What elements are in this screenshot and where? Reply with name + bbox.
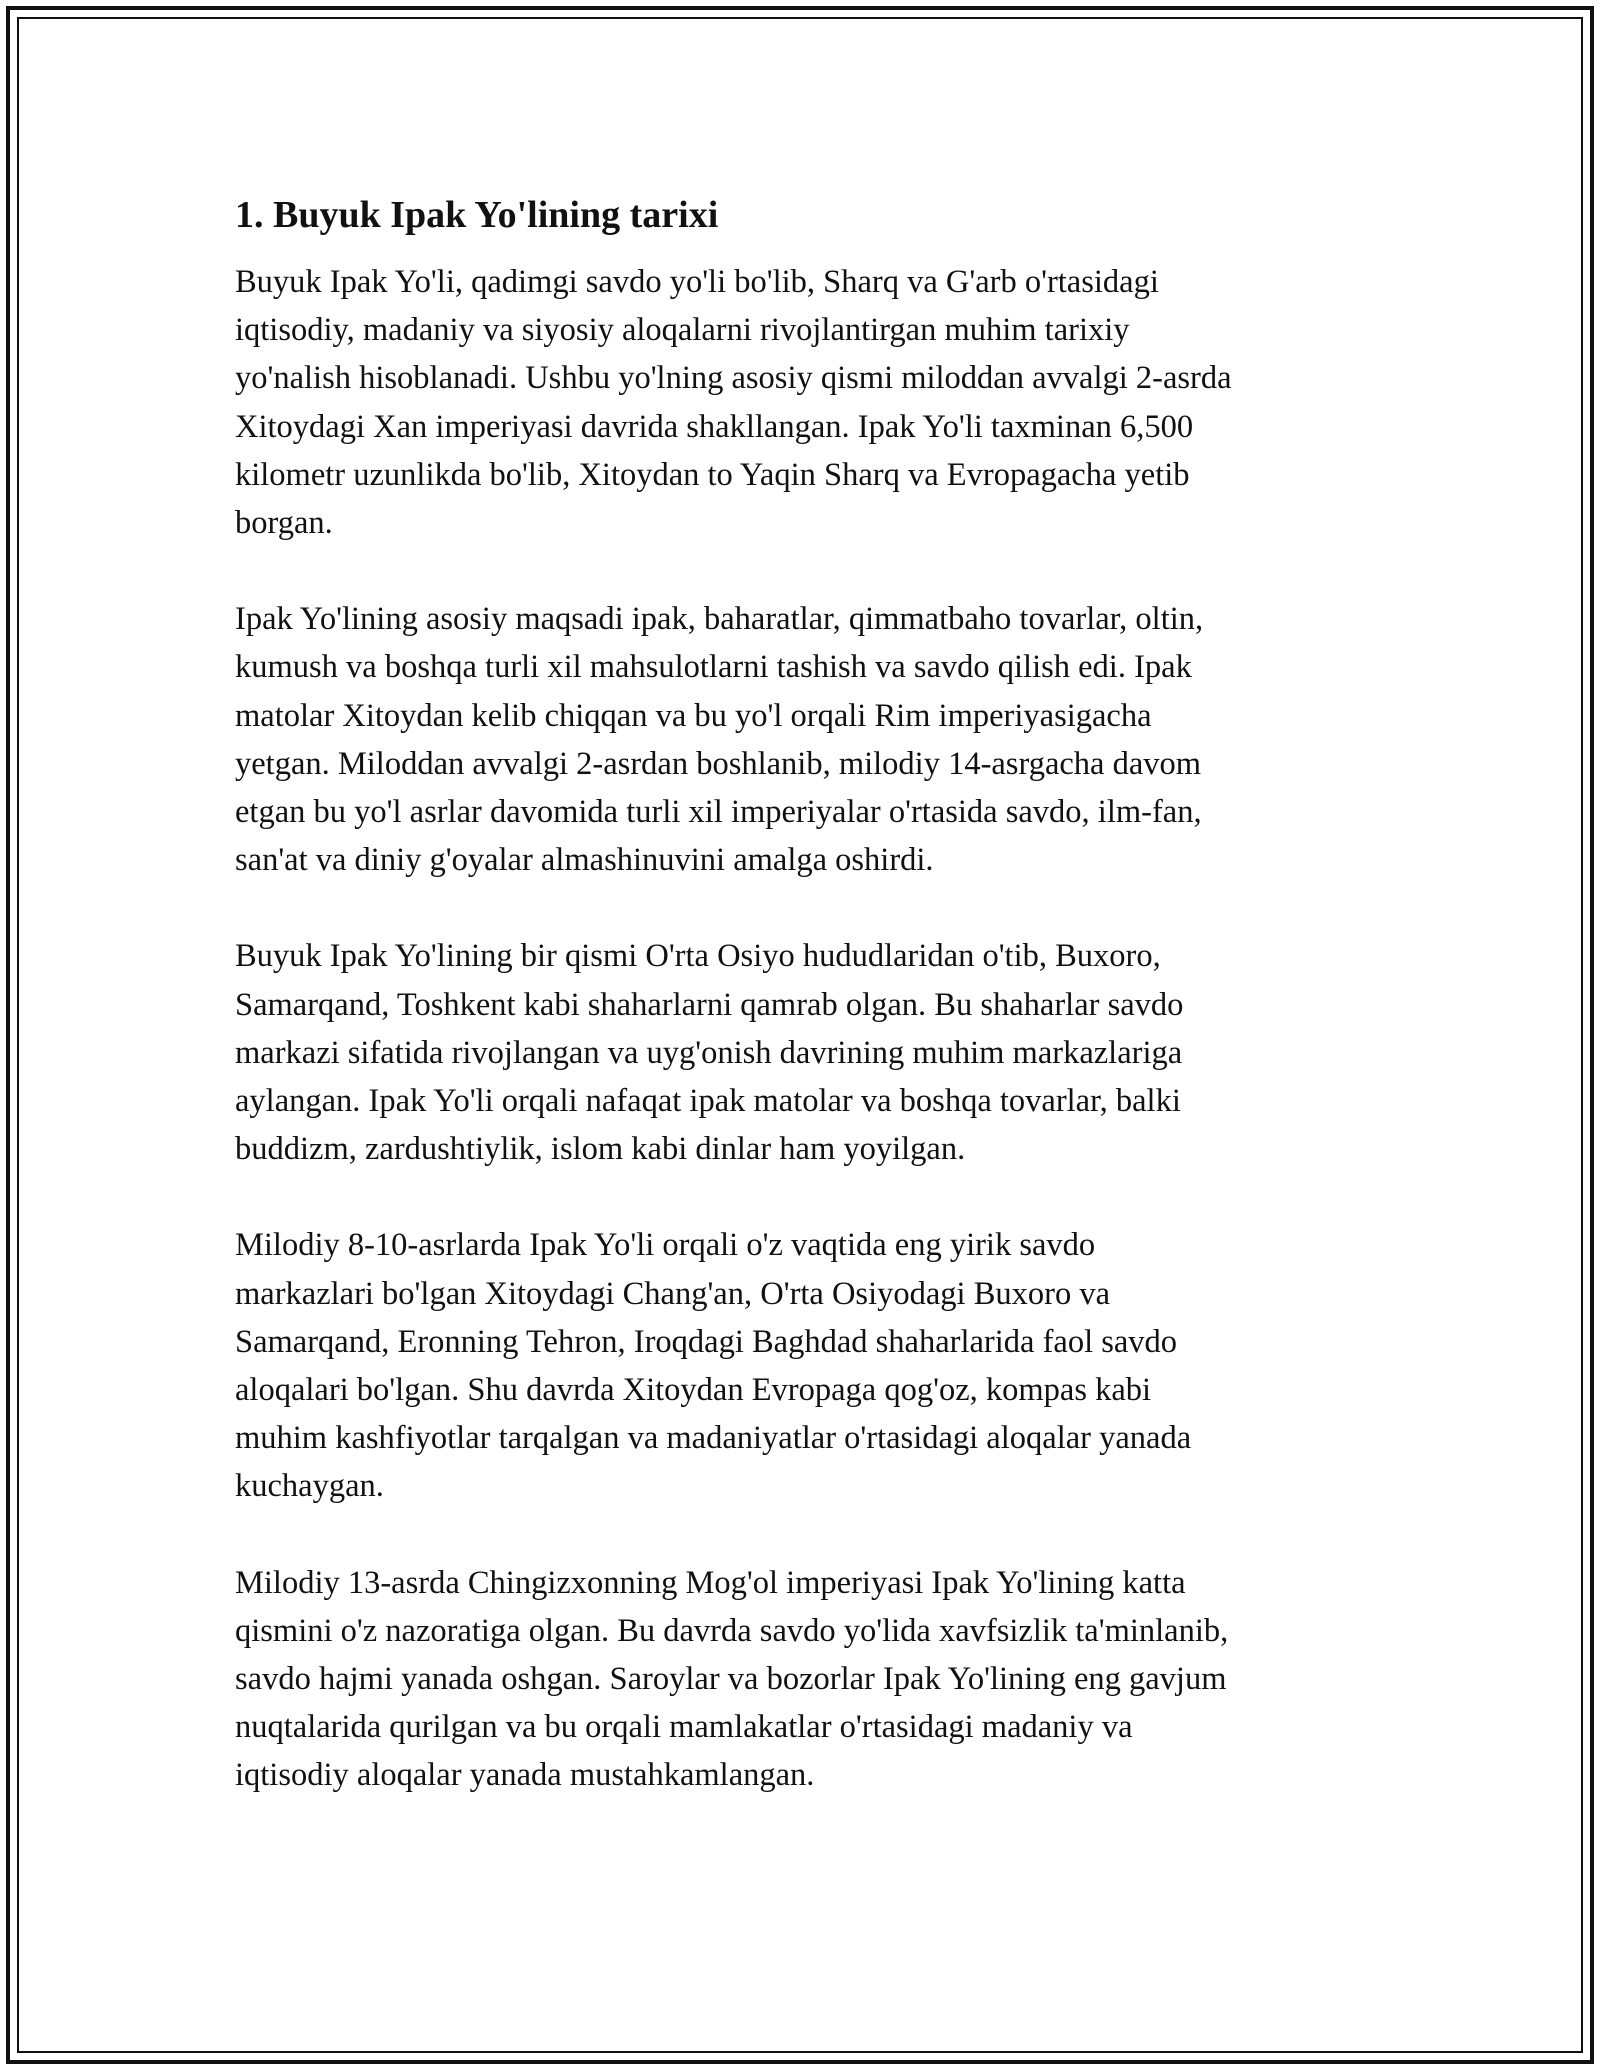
paragraph-3: Buyuk Ipak Yo'lining bir qismi O'rta Osiyo hududlaridan o'tib, Buxoro, Samarqand, Toshkent kabi shaharlarni qamrab olgan. Bu shaharlar savdo markazi sifatida rivojlangan va uyg'onish davrining muhim markazlariga aylangan. Ipak Yo'li orqali nafaqat ipak matolar va boshqa tovarlar, balki buddizm, zardushtiylik, islom kabi dinlar ham yoyilgan. bbox=[235, 938, 1184, 1168]
document-body bbox=[235, 190, 1365, 1848]
section-heading: 1. Buyuk Ipak Yo'lining tarixi bbox=[235, 194, 719, 236]
paragraph-4: Milodiy 8-10-asrlarda Ipak Yo'li orqali o'z vaqtida eng yirik savdo markazlari bo'lgan Xitoydagi Chang'an, O'rta Osiyodagi Buxoro va Samarqand, Eronning Tehron, Iroqdagi Baghdad shaharlarida faol savdo aloqalari bo'lgan. Shu davrda Xitoydan Evropaga qog'oz, kompas kabi muhim kashfiyotlar tarqalgan va madaniyatlar o'rtasidagi aloqalar yanada kuchaygan. bbox=[235, 1227, 1192, 1505]
paragraph-1: Buyuk Ipak Yo'li, qadimgi savdo yo'li bo'lib, Sharq va G'arb o'rtasidagi iqtisodiy, madaniy va siyosiy aloqalarni rivojlantirgan muhim tarixiy yo'nalish hisoblanadi. Ushbu yo'lning asosiy qismi miloddan avvalgi 2-asrda Xitoydagi Xan imperiyasi davrida shakllangan. Ipak Yo'li taxminan 6,500 kilometr uzunlikda bo'lib, Xitoydan to Yaqin Sharq va Evropagacha yetib borgan. bbox=[235, 264, 1232, 542]
paragraph-2: Ipak Yo'lining asosiy maqsadi ipak, baharatlar, qimmatbaho tovarlar, oltin, kumush va boshqa turli xil mahsulotlarni tashish va savdo qilish edi. Ipak matolar Xitoydan kelib chiqqan va bu yo'l orqali Rim imperiyasigacha yetgan. Miloddan avvalgi 2-asrdan boshlanib, milodiy 14-asrgacha davom etgan bu yo'l asrlar davomida turli xil imperiyalar o'rtasida savdo, ilm-fan, san'at va diniy g'oyalar almashinuvini amalga oshirdi. bbox=[235, 601, 1204, 879]
paragraph-5: Milodiy 13-asrda Chingizxonning Mog'ol imperiyasi Ipak Yo'lining katta qismini o'z nazoratiga olgan. Bu davrda savdo yo'lida xavfsizlik ta'minlanib, savdo hajmi yanada oshgan. Saroylar va bozorlar Ipak Yo'lining eng gavjum nuqtalarida qurilgan va bu orqali mamlakatlar o'rtasidagi madaniy va iqtisodiy aloqalar yanada mustahkamlangan. bbox=[235, 1564, 1229, 1794]
